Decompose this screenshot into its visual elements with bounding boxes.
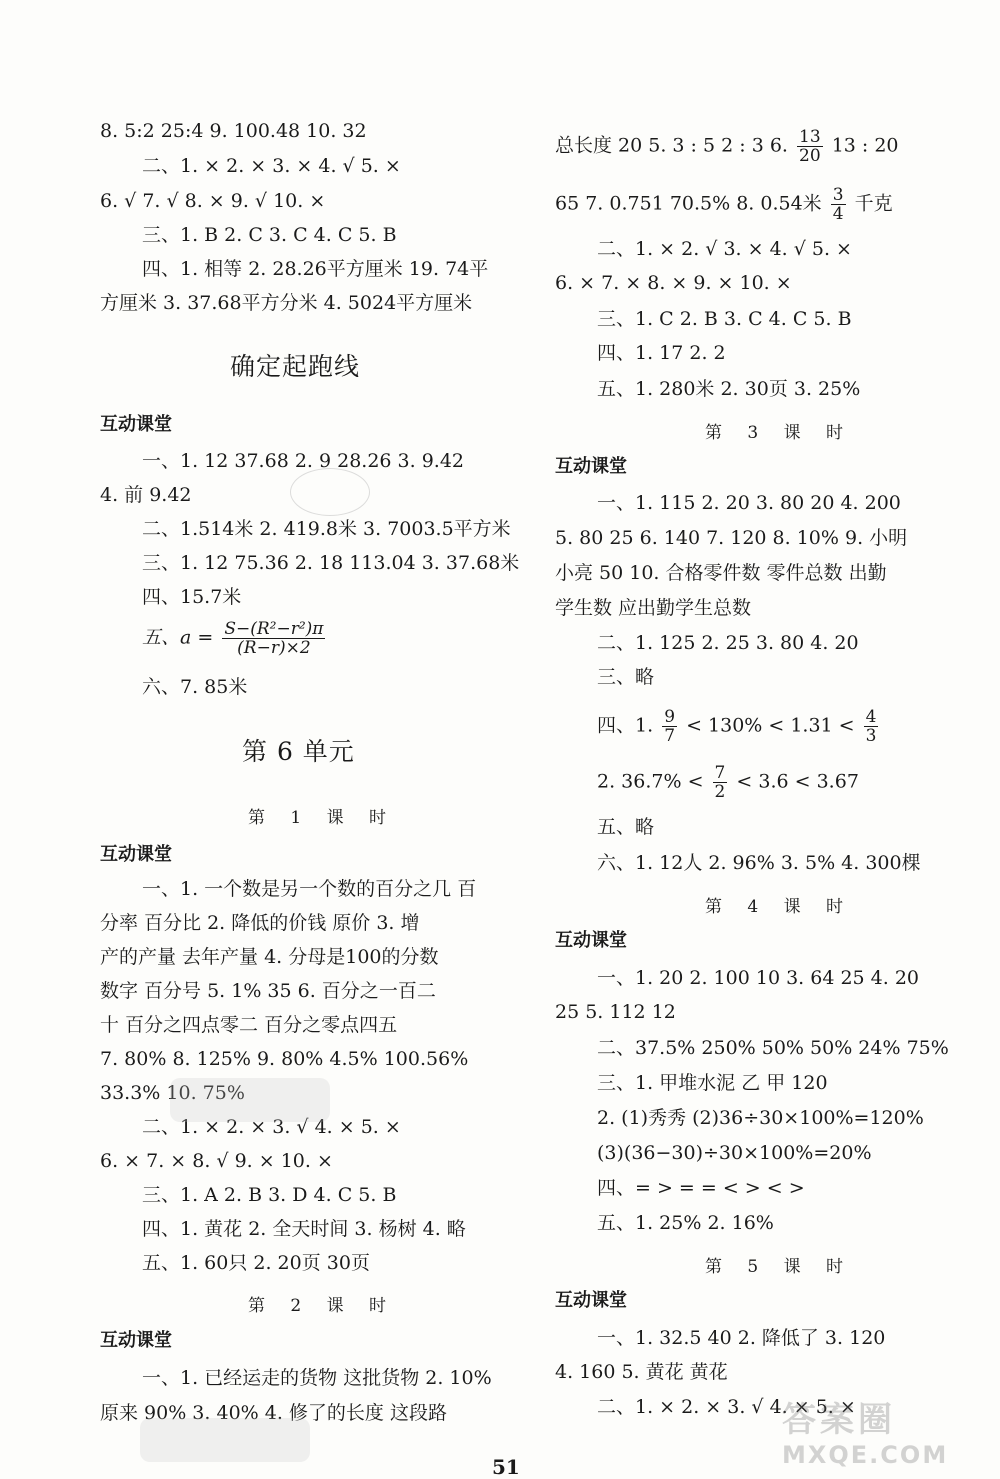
answer-line: 二、1. 125 2. 25 3. 80 4. 20 [597,632,859,654]
answer-line: 小亮 50 10. 合格零件数 零件总数 出勤 [555,562,887,584]
answer-line: 产的产量 去年产量 4. 分母是100的分数 [100,946,439,968]
answer-line: 四、1. 17 2. 2 [597,342,726,364]
fraction-numerator: 9 [664,707,676,727]
formula-line [142,620,328,657]
answer-line: 四、= > = = < > < > [597,1177,805,1199]
answer-line: 三、1. 甲堆水泥 乙 甲 120 [597,1072,828,1094]
answer-line [597,764,859,801]
fraction [797,128,823,165]
answer-line: 33.3% 10. 75% [100,1082,245,1104]
answer-line: 6. × 7. × 8. × 9. × 10. × [555,272,792,294]
lesson-title: 第 2 课 时 [248,1296,397,1316]
fraction [713,764,728,801]
formula-fraction [222,620,325,657]
section-heading: 互动课堂 [555,930,627,951]
watermark-logo [782,1392,972,1469]
lesson-title: 第 4 课 时 [705,897,854,917]
answer-line: 6. × 7. × 8. √ 9. × 10. × [100,1150,333,1172]
answer-line: 五、略 [597,816,655,838]
answer-line: 四、1. 相等 2. 28.26平方厘米 19. 74平 [142,258,489,280]
fraction-numerator: S−(R²−r²)π [224,619,324,639]
answer-text: < 130% < 1.31 < [686,714,855,737]
section-title: 确定起跑线 [230,352,361,381]
fraction-numerator: 13 [799,127,821,147]
answer-line: 5. 80 25 6. 140 7. 120 8. 10% 9. 小明 [555,527,908,549]
answer-line: 三、1. C 2. B 3. C 4. C 5. B [597,308,852,330]
fraction [831,186,846,223]
section-heading: 互动课堂 [555,1290,627,1311]
answer-line: 十 百分之四点零二 百分之零点四五 [100,1014,398,1036]
answer-line: 8. 5:2 25:4 9. 100.48 10. 32 [100,120,367,142]
fraction-denominator: 20 [799,146,821,166]
answer-line: 二、1. × 2. × 3. √ 4. × 5. × [597,1396,856,1418]
answer-line: 一、1. 一个数是另一个数的百分之几 百 [142,878,477,900]
fraction [662,708,677,745]
formula-prefix: 五、a = [142,626,214,649]
answer-line: 7. 80% 8. 125% 9. 80% 4.5% 100.56% [100,1048,469,1070]
section-heading: 互动课堂 [555,456,627,477]
answer-line: 四、1. 黄花 2. 全天时间 3. 杨树 4. 略 [142,1218,466,1240]
answer-text: < 3.6 < 3.67 [736,770,859,793]
answer-line: 一、1. 12 37.68 2. 9 28.26 3. 9.42 [142,450,465,472]
answer-line: 方厘米 3. 37.68平方分米 4. 5024平方厘米 [100,292,473,314]
answer-line [555,128,899,165]
lesson-title: 第 5 课 时 [705,1257,854,1277]
section-heading: 互动课堂 [100,1330,172,1351]
answer-text: 13 : 20 [831,134,899,157]
answer-line: 分率 百分比 2. 降低的价钱 原价 3. 增 [100,912,420,934]
lesson-title: 第 1 课 时 [248,808,397,828]
section-heading: 互动课堂 [100,414,172,435]
answer-line: 4. 前 9.42 [100,484,192,506]
fraction-denominator: 4 [832,204,844,224]
fraction [864,708,879,745]
lesson-title: 第 3 课 时 [705,423,854,443]
answer-line: 二、1. × 2. × 3. √ 4. × 5. × [142,1116,401,1138]
answer-line: 二、37.5% 250% 50% 50% 24% 75% [597,1037,949,1059]
answer-line: 一、1. 20 2. 100 10 3. 64 25 4. 20 [597,967,920,989]
fraction-numerator: 3 [832,185,844,205]
answer-line: 三、1. A 2. B 3. D 4. C 5. B [142,1184,397,1206]
answer-line: 4. 160 5. 黄花 黄花 [555,1361,728,1383]
answer-text: 2. 36.7% < [597,770,704,793]
answer-line: 学生数 应出勤学生总数 [555,597,752,619]
answer-line: 六、7. 85米 [142,676,248,698]
fraction-denominator: 7 [664,726,676,746]
watermark-smudge [170,1078,330,1122]
watermark-url: MXQE.COM [782,1441,949,1469]
fraction-denominator: (R−r)×2 [237,638,311,658]
answer-line: (3)(36−30)÷30×100%=20% [597,1142,872,1164]
answer-text: 65 7. 0.751 70.5% 8. 0.54米 [555,192,822,215]
answer-line: 一、1. 已经运走的货物 这批货物 2. 10% [142,1367,492,1389]
section-heading: 互动课堂 [100,844,172,865]
stamp-mark [290,468,370,516]
answer-line: 数字 百分号 5. 1% 35 6. 百分之一百二 [100,980,436,1002]
page-number: 51 [492,1455,520,1479]
unit-title: 第 6 单元 [242,737,355,766]
answer-line: 四、15.7米 [142,586,242,608]
fraction-numerator: 7 [714,763,726,783]
answer-line: 六、1. 12人 2. 96% 3. 5% 4. 300棵 [597,852,921,874]
answer-line: 二、1. × 2. × 3. × 4. √ 5. × [142,155,401,177]
answer-line: 一、1. 32.5 40 2. 降低了 3. 120 [597,1327,886,1349]
answer-text: 千克 [854,192,893,215]
answer-line: 6. √ 7. √ 8. × 9. √ 10. × [100,190,326,212]
answer-line: 原来 90% 3. 40% 4. 修了的长度 这段路 [100,1402,447,1424]
watermark-text: 答案圈 [782,1400,896,1440]
fraction-denominator: 3 [865,726,877,746]
answer-line: 三、略 [597,666,655,688]
answer-line: 一、1. 115 2. 20 3. 80 20 4. 200 [597,492,901,514]
fraction-denominator: 2 [714,782,726,802]
answer-line: 2. (1)秀秀 (2)36÷30×100%=120% [597,1107,924,1129]
answer-line [555,186,893,223]
watermark-smudge [140,1418,310,1462]
answer-text: 四、1. [597,714,654,737]
answer-line: 五、1. 60只 2. 20页 30页 [142,1252,370,1274]
answer-text: 总长度 20 5. 3 : 5 2 : 3 6. [555,134,788,157]
answer-line: 五、1. 280米 2. 30页 3. 25% [597,378,861,400]
answer-line: 五、1. 25% 2. 16% [597,1212,774,1234]
answer-line: 三、1. 12 75.36 2. 18 113.04 3. 37.68米 [142,552,520,574]
answer-line: 25 5. 112 12 [555,1001,676,1023]
answer-line: 三、1. B 2. C 3. C 4. C 5. B [142,224,397,246]
answer-line [597,708,881,745]
fraction-numerator: 4 [865,707,877,727]
answer-line: 二、1.514米 2. 419.8米 3. 7003.5平方米 [142,518,511,540]
answer-line: 二、1. × 2. √ 3. × 4. √ 5. × [597,238,852,260]
